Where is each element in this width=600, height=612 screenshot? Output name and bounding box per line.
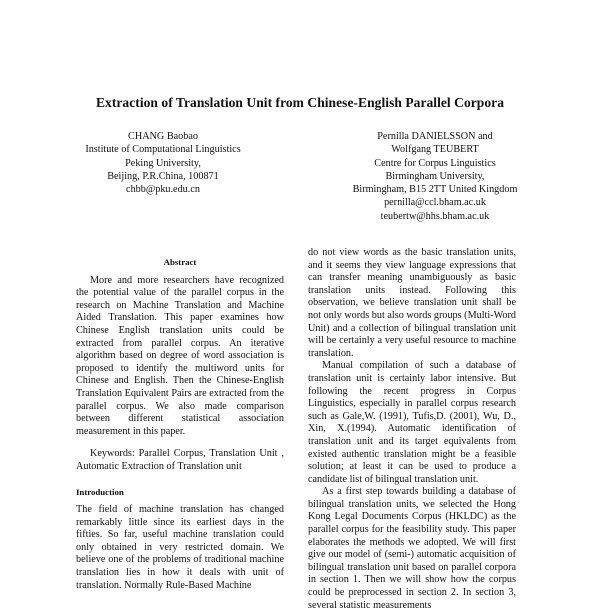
author-email: chbb@pku.edu.cn — [126, 184, 200, 196]
body-paragraph: Manual compilation of such a database of translation unit is certainly labor intensive. But following the recent progress in Corpus Linguistics, especially in parallel corpus research such as Gale,W. (1991), Tufis,D. (2001), Wu, D., Xin, X.(1994). Automatic identification of translation unit and its target equivalents from existed authentic translation might be a feasible solution; at least it can be used to produce a candidate list of bilingual translation unit. — [308, 360, 516, 485]
introduction-heading: Introduction — [76, 486, 124, 497]
abstract-heading: Abstract — [163, 257, 197, 267]
author-address: Beijing, P.R.China, 100871 — [107, 170, 219, 182]
abstract-text: More and more researchers have recognized the potential value of the parallel corpus in the research on Machine Translation and Machine Aided Translation. This paper examines how Chinese English translation units could be extracted from parallel corpus. An iterative algorithm based on degree of word association is proposed to identify the multiword units for Chinese and English. Then the Chinese-English Translation Equivalent Pairs are extracted from the parallel corpus. We also made comparison between different statistical association measurement in this paper. — [76, 274, 284, 437]
author-email: teubertw@hhs.bham.ac.uk — [380, 210, 490, 222]
author-affiliation: Centre for Corpus Linguistics — [374, 157, 496, 169]
author-affiliation: Birmingham University, — [385, 170, 485, 182]
left-column — [76, 256, 284, 592]
keywords: Keywords: Parallel Corpus, Translation Unit , Automatic Extraction of Translation unit — [76, 448, 284, 472]
right-column — [308, 247, 516, 612]
author-affiliation: Peking University, — [125, 157, 201, 169]
author-email: pernilla@ccl.bham.ac.uk — [384, 197, 486, 209]
body-paragraph: do not view words as the basic translation units, and it seems they view language expressions that can transfer meaning unambiguously as basic translation units instead. Following this observation, we believe translation unit shall be not only words but also words groups (Multi-Word Unit) and a collection of bilingual translation unit will be certainly a very useful resource to machine translation. — [308, 247, 516, 359]
author-affiliation: Institute of Computational Linguistics — [85, 144, 241, 156]
author-name: Pernilla DANIELSSON and — [377, 131, 493, 142]
introduction-text: The field of machine translation has changed remarkably little since its earliest days in the fifties. So far, useful machine translation could only obtained in very restricted domain. We believe one of the problems of traditional machine translation lies in how it deals with unit of translation. Normally Rule-Based Machine — [76, 504, 284, 591]
author-block-right — [300, 130, 570, 223]
paper-title: Extraction of Translation Unit from Chinese-English Parallel Corpora — [95, 95, 505, 110]
body-paragraph: As a first step towards building a database of bilingual translation units, we selected the Hong Kong Legal Documents Corpus (HKLDC) as the parallel corpus for the feasibility study. This paper elaborates the methods we adopted. We will first give our model of (semi-) automatic acquisition of bilingual translation unit based on parallel corpora in section 1. Then we will show how the corpus could be preprocessed in section 2. In section 3, several statistic measurements — [308, 486, 516, 611]
author-address: Birmingham, B15 2TT United Kingdom — [352, 184, 518, 196]
author-name: CHANG Baobao — [128, 131, 198, 142]
author-name: Wolfgang TEUBERT — [391, 144, 479, 156]
author-block-left — [48, 130, 278, 196]
